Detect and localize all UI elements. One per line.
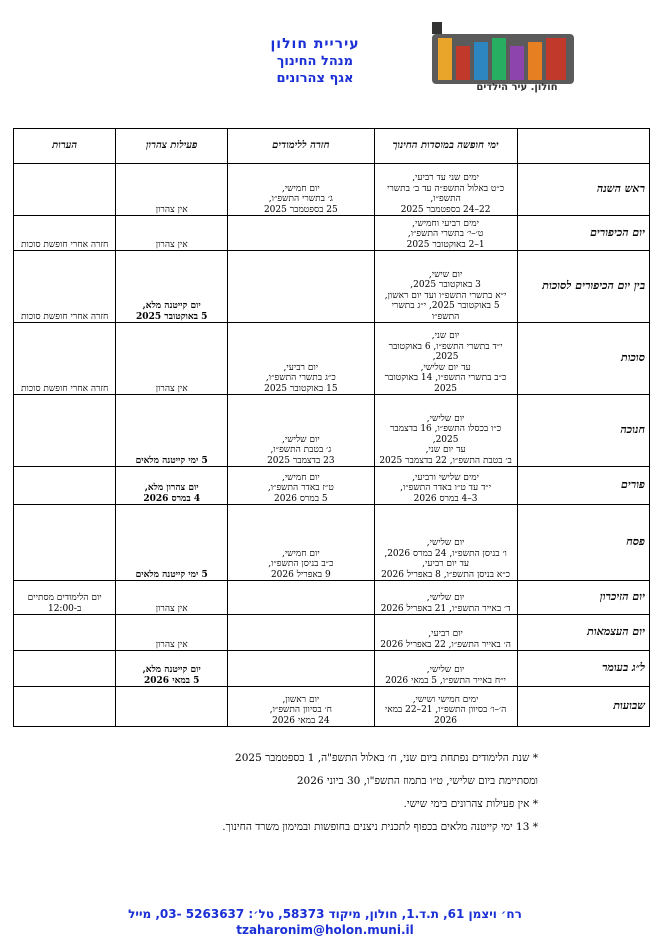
holiday-name-cell: בין יום הכיפורים לסוכות: [517, 251, 649, 323]
header-return: חזרה ללימודים: [228, 129, 374, 164]
footer-contact: [100, 906, 550, 938]
holiday-name-cell: יום העצמאות: [517, 615, 649, 651]
table-header-row: [14, 129, 650, 164]
table-row: [14, 615, 650, 651]
letterhead: [240, 36, 390, 87]
return-cell: יום חמישי, כ״ב בניסן התשפ״ו, 9 באפריל 2026: [228, 505, 374, 581]
note-1: * שנת הלימודים נפתחת ביום שני, ח׳ באלול התשפ"ה, 1 בספטמבר 2025: [235, 752, 538, 764]
activity-cell: אין צהרון: [116, 323, 228, 395]
notes-cell: [14, 505, 116, 581]
holiday-name-cell: סוכות: [517, 323, 649, 395]
notes-cell: חזרה אחרי חופשת סוכות: [14, 216, 116, 251]
activity-cell: יום קייטנה מלא, 5 במאי 2026: [116, 651, 228, 687]
vacation-cell: ימים רביעי וחמישי, ט׳–י׳ בתשרי התשפ״ו, 1–2 באוקטובר 2025: [374, 216, 517, 251]
return-cell: יום רביעי, כ״ג בתשרי התשפ״ו, 15 באוקטובר 2025: [228, 323, 374, 395]
footer-email[interactable]: tzaharonim@holon.muni.il: [236, 923, 414, 937]
header-holiday: [517, 129, 649, 164]
activity-cell: 5 ימי קייטנה מלאים: [116, 505, 228, 581]
vacation-cell: יום שישי, 3 באוקטובר 2025, י״א בתשרי התשפ״ו ועד יום ראשון, 5 באוקטובר 2025, י״ג בתשרי התשפ״ו: [374, 251, 517, 323]
department-name: מנהל החינוך: [276, 54, 354, 69]
activity-cell: יום קייטנה מלא, 5 באוקטובר 2025: [116, 251, 228, 323]
notes-cell: חזרה אחרי חופשת סוכות: [14, 323, 116, 395]
holiday-name-cell: יום הכיפורים: [517, 216, 649, 251]
note-2: ומסתיימת ביום שלישי, ט״ו בתמוז התשפ"ו, 30 ביוני 2026: [296, 775, 538, 787]
notes-cell: [14, 615, 116, 651]
city-name: עיריית חולון: [270, 36, 360, 52]
table-row: [14, 216, 650, 251]
return-cell: [228, 615, 374, 651]
notes-cell: [14, 164, 116, 216]
table-row: [14, 687, 650, 727]
header-activity: פעילות צהרון: [116, 129, 228, 164]
holiday-name-cell: חנוכה: [517, 395, 649, 467]
notes-section: [18, 752, 538, 844]
vacation-cell: יום רביעי, ה׳ באייר התשפ״ו, 22 באפריל 2026: [374, 615, 517, 651]
activity-cell: אין צהרון: [116, 216, 228, 251]
return-cell: [228, 581, 374, 615]
table-row: [14, 505, 650, 581]
holiday-name-cell: שבועות: [517, 687, 649, 727]
holiday-schedule-table: [13, 128, 650, 727]
logo-caption: חולון. עיר הילדים: [476, 82, 558, 93]
activity-cell: 5 ימי קייטנה מלאים: [116, 395, 228, 467]
footer-address: רח׳ ויצמן 61, ת.ד.1, חולון, מיקוד 58373, טל׳: 5263637 -03, מייל: [128, 907, 522, 921]
table-row: [14, 164, 650, 216]
notes-cell: [14, 395, 116, 467]
holiday-name-cell: פורים: [517, 467, 649, 505]
header-notes: הערות: [14, 129, 116, 164]
activity-cell: יום צהרון מלא, 4 במרס 2026: [116, 467, 228, 505]
notes-cell: חזרה אחרי חופשת סוכות: [14, 251, 116, 323]
vacation-cell: ימים שני עד רביעי, כ״ט באלול התשפ״ה עד ב׳ בתשרי התשפ״ו, 22–24 בספטמבר 2025: [374, 164, 517, 216]
table-row: [14, 651, 650, 687]
vacation-cell: יום שלישי, ו׳ בניסן התשפ״ו, 24 במרס 2026, עד יום רביעי, כ״א בניסן התשפ״ו, 8 באפריל 2026: [374, 505, 517, 581]
notes-cell: יום הלימודים מסתיים ב-12:00: [14, 581, 116, 615]
vacation-cell: יום שלישי, ד׳ באייר התשפ״ו, 21 באפריל 2026: [374, 581, 517, 615]
table-row: [14, 323, 650, 395]
division-name: אגף צהרונים: [276, 71, 354, 86]
notes-cell: [14, 467, 116, 505]
activity-cell: אין צהרון: [116, 615, 228, 651]
return-cell: יום ראשון, ח׳ בסיוון התשפ״ו, 24 במאי 2026: [228, 687, 374, 727]
vacation-cell: יום שלישי, י״ח באייר התשפ״ו, 5 במאי 2026: [374, 651, 517, 687]
return-cell: יום שלישי, ג׳ בטבת התשפ״ו, 23 בדצמבר 2025: [228, 395, 374, 467]
return-cell: [228, 216, 374, 251]
holiday-name-cell: ראש השנה: [517, 164, 649, 216]
activity-cell: אין צהרון: [116, 164, 228, 216]
holiday-name-cell: יום הזיכרון: [517, 581, 649, 615]
table-row: [14, 251, 650, 323]
vacation-cell: ימים שלישי ורביעי, י״ד עד ט״ו באדר התשפ״ו, 3–4 במרס 2026: [374, 467, 517, 505]
note-4: * 13 ימי קייטנה מלאים בכפוף לתכנית ניצנים בחופשות ובמימון משרד החינוך.: [222, 821, 538, 833]
note-3: * אין פעילות צהרונים בימי שישי.: [403, 798, 538, 810]
notes-cell: [14, 687, 116, 727]
notes-cell: [14, 651, 116, 687]
vacation-cell: יום שני, י״ד בתשרי התשפ״ו, 6 באוקטובר 2025, עד יום שלישי, כ״ב בתשרי התשפ״ו, 14 באוקטובר 2025: [374, 323, 517, 395]
header-vacation: ימי חופשה במוסדות החינוך: [374, 129, 517, 164]
return-cell: יום חמישי, ג׳ בתשרי התשפ״ו, 25 בספטמבר 2025: [228, 164, 374, 216]
return-cell: [228, 251, 374, 323]
return-cell: [228, 651, 374, 687]
table-row: [14, 581, 650, 615]
table-row: [14, 395, 650, 467]
return-cell: יום חמישי, ט״ז באדר התשפ״ו, 5 במרס 2026: [228, 467, 374, 505]
holiday-name-cell: פסח: [517, 505, 649, 581]
holiday-name-cell: ל״ג בעומר: [517, 651, 649, 687]
vacation-cell: ימים חמישי ושישי, ה׳–ו׳ בסיוון התשפ״ו, 21–22 במאי 2026: [374, 687, 517, 727]
vacation-cell: יום שלישי, כ״ו בכסלו התשפ״ו, 16 בדצמבר 2025, עד יום שני, ב׳ בטבת התשפ״ו, 22 בדצמבר 2025: [374, 395, 517, 467]
table-row: [14, 467, 650, 505]
activity-cell: אין צהרון: [116, 581, 228, 615]
activity-cell: [116, 687, 228, 727]
